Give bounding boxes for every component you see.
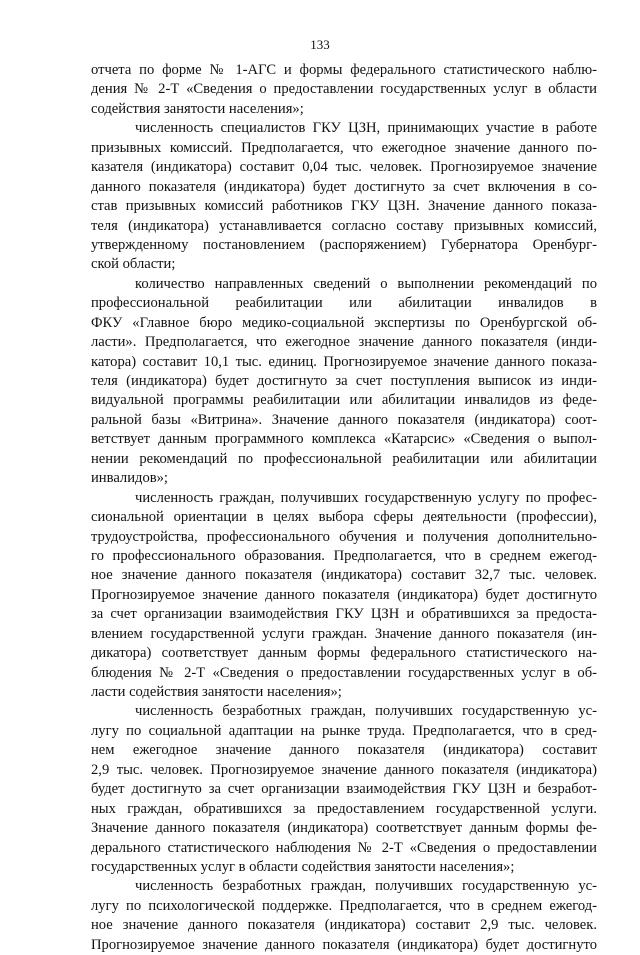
paragraph bbox=[91, 275, 597, 489]
text-line: численность специалистов ГКУ ЦЗН, принимающих участие в работе bbox=[135, 120, 597, 137]
text-line: дения № 2-Т «Сведения о предоставлении государственных услуг в области bbox=[91, 81, 597, 98]
text-line: содействия занятости населения»; bbox=[91, 100, 304, 117]
text-line: Значение данного показателя (индикатора) соответствует данным формы фе- bbox=[91, 820, 597, 837]
page-number: 133 bbox=[310, 37, 330, 52]
text-line: трудоустройства, профессионального обучения и получения дополнительно- bbox=[91, 528, 597, 545]
text-line: 2,9 тыс. человек. Прогнозируемое значение данного показателя (индикатора) bbox=[91, 761, 597, 778]
text-line: сиональной ориентации в целях выбора сферы деятельности (профессии), bbox=[91, 509, 597, 526]
text-line: численность безработных граждан, получивших государственную ус- bbox=[135, 703, 597, 720]
paragraph bbox=[91, 877, 597, 955]
text-line: казателя (индикатора) составит 0,04 тыс. человек. Прогнозируемое значение bbox=[91, 159, 597, 176]
text-line: численность безработных граждан, получивших государственную ус- bbox=[135, 878, 597, 895]
text-line: инвалидов»; bbox=[91, 470, 168, 487]
text-line: ветствует данным программного комплекса «Катарсис» «Сведения о выпол- bbox=[91, 431, 597, 448]
paragraph bbox=[91, 119, 597, 275]
text-line: данного показателя (индикатора) будет достигнуто за счет включения в со- bbox=[91, 178, 597, 195]
text-line: ных граждан, обратившихся за предоставлением государственной услуги. bbox=[91, 800, 597, 817]
text-line: ласти». Предполагается, что ежегодное значение данного показателя (инди- bbox=[91, 334, 597, 351]
text-line: профессиональной реабилитации или абилитации инвалидов в bbox=[91, 295, 597, 312]
text-line: нем ежегодное значение данного показателя (индикатора) составит bbox=[91, 742, 597, 759]
text-line: влением государственной услуги граждан. Значение данного показателя (ин- bbox=[91, 625, 597, 642]
text-line: нении рекомендаций по профессиональной реабилитации или абилитации bbox=[91, 450, 597, 467]
text-line: ное значение данного показателя (индикатора) составит 2,9 тыс. человек. bbox=[91, 917, 597, 934]
text-line: дерального статистического наблюдения № 2-Т «Сведения о предоставлении bbox=[91, 839, 597, 856]
text-line: Прогнозируемое значение данного показателя (индикатора) будет достигнуто bbox=[91, 936, 597, 953]
paragraph bbox=[91, 61, 597, 119]
text-line: ральной базы «Витрина». Значение данного показателя (индикатора) соот- bbox=[91, 411, 597, 428]
text-line: ФКУ «Главное бюро медико-социальной экспертизы по Оренбургской об- bbox=[91, 314, 597, 331]
text-line: ласти содействия занятости населения»; bbox=[91, 684, 342, 700]
text-line: лугу по психологической поддержке. Предполагается, что в среднем ежегод- bbox=[91, 897, 597, 914]
text-line: Прогнозируемое значение данного показателя (индикатора) будет достигнуто bbox=[91, 586, 597, 603]
text-line: дикатора) соответствует данным формы федерального статистического на- bbox=[91, 645, 597, 662]
document-body bbox=[91, 61, 597, 955]
text-line: количество направленных сведений о выполнении рекомендаций по bbox=[135, 275, 597, 292]
text-line: блюдения № 2-Т «Сведения о предоставлении государственных услуг в об- bbox=[91, 664, 597, 681]
text-line: ное значение данного показателя (индикатора) составит 32,7 тыс. человек. bbox=[91, 567, 597, 584]
text-line: став призывных комиссий работников ГКУ ЦЗН. Значение данного показа- bbox=[91, 198, 597, 215]
text-line: катора) составит 10,1 тыс. единиц. Прогнозируемое значение данного показа- bbox=[91, 353, 597, 370]
text-line: ской области; bbox=[91, 256, 176, 273]
text-line: за счет организации взаимодействия ГКУ ЦЗН и обратившихся за предоста- bbox=[91, 606, 597, 623]
text-line: численность граждан, получивших государственную услугу по профес- bbox=[135, 489, 597, 506]
text-line: теля (индикатора) устанавливается согласно составу призывных комиссий, bbox=[91, 217, 597, 234]
text-line: утвержденному постановлением (распоряжением) Губернатора Оренбург- bbox=[91, 236, 597, 253]
paragraph bbox=[91, 702, 597, 877]
text-line: теля (индикатора) будет достигнуто за счет поступления выписок из инди- bbox=[91, 373, 597, 389]
text-line: лугу по социальной адаптации на рынке труда. Предполагается, что в сред- bbox=[91, 722, 597, 739]
text-line: отчета по форме № 1-АГС и формы федерального статистического наблю- bbox=[91, 62, 597, 78]
text-line: государственных услуг в области содействия занятости населения»; bbox=[91, 858, 515, 875]
paragraph bbox=[91, 489, 597, 703]
text-line: го профессионального образования. Предполагается, что в среднем ежегод- bbox=[91, 547, 597, 564]
text-line: видуальной программы реабилитации или абилитации инвалидов из феде- bbox=[91, 392, 597, 409]
text-line: призывных комиссий. Предполагается, что ежегодное значение данного по- bbox=[91, 139, 597, 156]
text-line: будет достигнуто за счет организации взаимодействия ГКУ ЦЗН и безработ- bbox=[91, 781, 597, 798]
